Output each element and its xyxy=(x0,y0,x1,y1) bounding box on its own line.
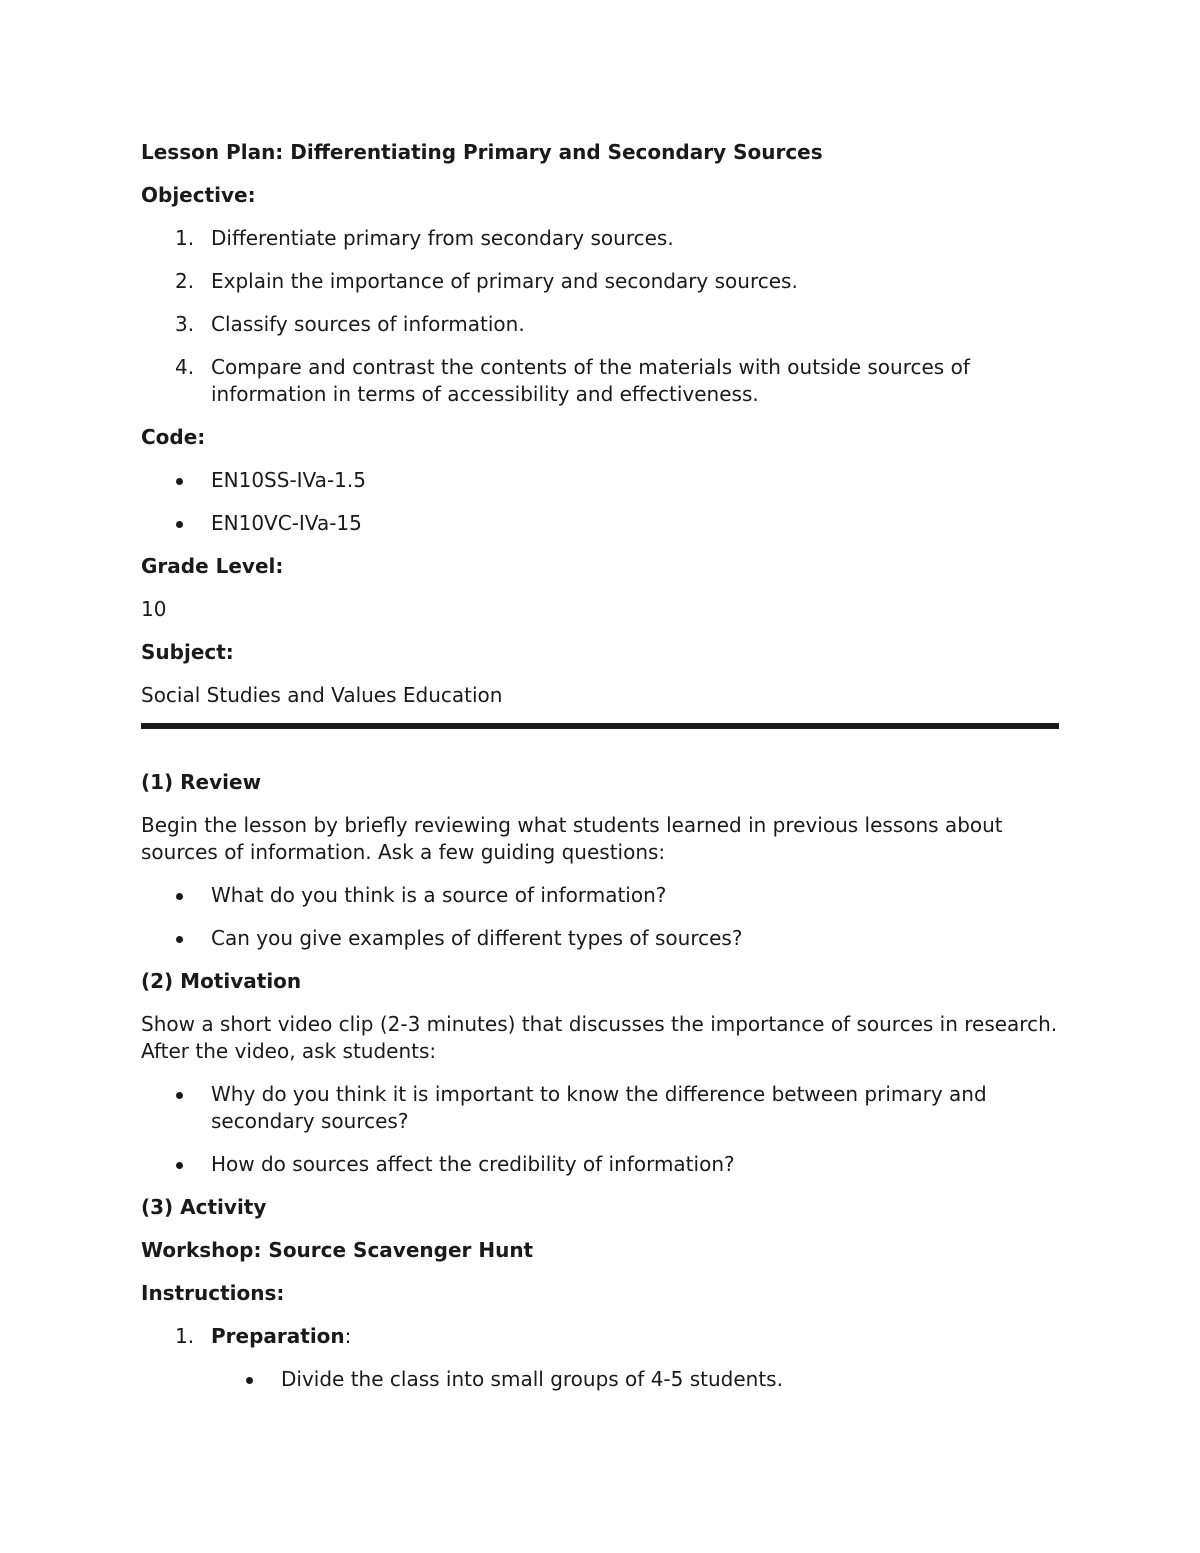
motivation-questions xyxy=(141,1081,1059,1178)
list-number: 1. xyxy=(175,1324,195,1348)
bullet-icon xyxy=(176,521,183,528)
list-item xyxy=(141,467,1059,494)
preparation-sublist xyxy=(141,1366,1059,1393)
list-item xyxy=(141,510,1059,537)
list-item xyxy=(141,925,1059,952)
subject-value: Social Studies and Values Education xyxy=(141,683,503,707)
workshop-title: Workshop: Source Scavenger Hunt xyxy=(141,1238,534,1262)
list-item-text: What do you think is a source of information? xyxy=(211,883,667,907)
document-title: Lesson Plan: Differentiating Primary and Secondary Sources xyxy=(141,140,823,164)
list-item-text: Explain the importance of primary and secondary sources. xyxy=(211,269,798,293)
list-item-text: Why do you think it is important to know the difference between primary and secondary sources? xyxy=(211,1082,987,1133)
list-item-text: How do sources affect the credibility of information? xyxy=(211,1152,735,1176)
list-item-text: Compare and contrast the contents of the materials with outside sources of information in terms of accessibility and effectiveness. xyxy=(211,355,970,406)
bullet-icon xyxy=(176,936,183,943)
bullet-icon xyxy=(176,893,183,900)
list-item-text: Differentiate primary from secondary sources. xyxy=(211,226,674,250)
list-item xyxy=(141,225,1059,252)
list-item xyxy=(141,1151,1059,1178)
grade-heading: Grade Level: xyxy=(141,554,284,578)
instructions-list xyxy=(141,1323,1059,1350)
activity-heading: (3) Activity xyxy=(141,1195,267,1219)
list-item-text: EN10SS-IVa-1.5 xyxy=(211,468,366,492)
list-number: 3. xyxy=(175,312,195,336)
grade-value: 10 xyxy=(141,597,167,621)
list-item xyxy=(141,1366,1059,1393)
document-page xyxy=(141,139,1059,1409)
review-text: Begin the lesson by briefly reviewing what students learned in previous lessons about sources of information. Ask a few guiding questions: xyxy=(141,813,1003,864)
code-list xyxy=(141,467,1059,537)
list-item xyxy=(141,882,1059,909)
bullet-icon xyxy=(176,1162,183,1169)
bullet-icon xyxy=(246,1377,253,1384)
list-number: 4. xyxy=(175,355,195,379)
bullet-icon xyxy=(176,478,183,485)
motivation-text: Show a short video clip (2-3 minutes) that discusses the importance of sources in research. After the video, ask students: xyxy=(141,1012,1058,1063)
list-item-text: Classify sources of information. xyxy=(211,312,525,336)
objective-heading: Objective: xyxy=(141,183,256,207)
review-heading: (1) Review xyxy=(141,770,262,794)
list-item-text: Divide the class into small groups of 4-5 students. xyxy=(281,1367,783,1391)
list-item-text: Can you give examples of different types of sources? xyxy=(211,926,743,950)
objective-list xyxy=(141,225,1059,408)
list-item xyxy=(141,311,1059,338)
step-label: Preparation xyxy=(211,1324,345,1348)
list-item xyxy=(141,1081,1059,1135)
section-divider xyxy=(141,723,1059,729)
list-number: 2. xyxy=(175,269,195,293)
review-questions xyxy=(141,882,1059,952)
step-label-suffix: : xyxy=(344,1324,352,1348)
subject-heading: Subject: xyxy=(141,640,234,664)
list-item xyxy=(141,268,1059,295)
code-heading: Code: xyxy=(141,425,206,449)
list-item xyxy=(141,1323,1059,1350)
bullet-icon xyxy=(176,1092,183,1099)
list-item xyxy=(141,354,1059,408)
list-item-text: EN10VC-IVa-15 xyxy=(211,511,362,535)
motivation-heading: (2) Motivation xyxy=(141,969,302,993)
list-number: 1. xyxy=(175,226,195,250)
instructions-heading: Instructions: xyxy=(141,1281,285,1305)
